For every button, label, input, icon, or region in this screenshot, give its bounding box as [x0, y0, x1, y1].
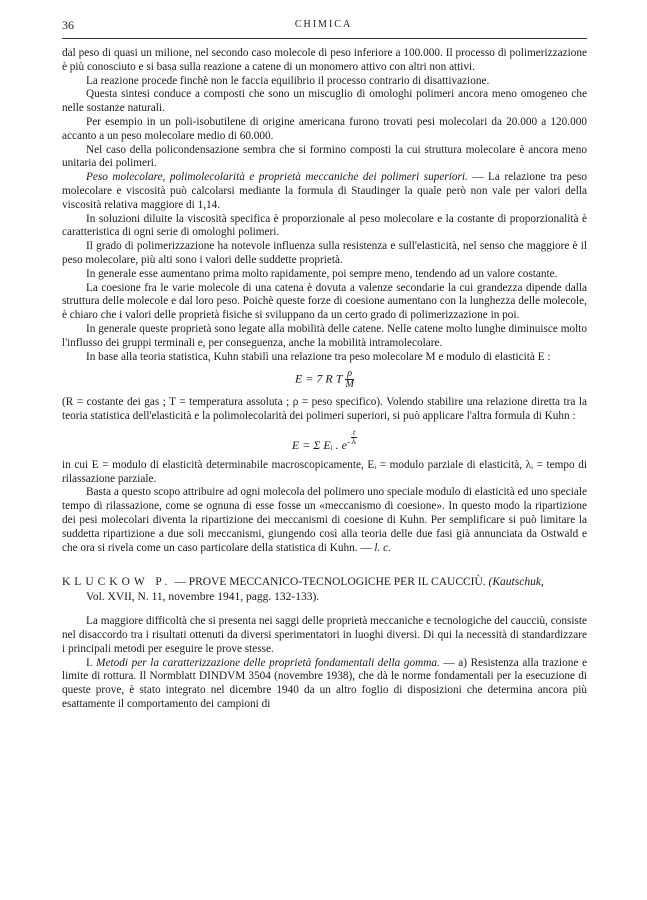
- article-heading: [62, 575, 587, 604]
- formula-kuhn-1: [62, 369, 587, 390]
- article-body-2: [62, 615, 587, 712]
- paragraph-text: Basta a questo scopo attribuire ad ogni molecola del polimero uno speciale modulo di elasticità ed uno speciale tempo di rilassazione, come se ognuna di esse fosse un «meccanismo di coesione». In questo modo la ripartizione dei pesi molecolari diventa la ripartizione dei meccanismi di coesione di Kuhn. Per semplificare si può limitare la suddetta ripartizione a due soli meccanismi, giungendo così alla teoria delle due fasi già annunciata da Ostwald e che ora si rivela come un caso particolare della statistica di Kuhn. —: [62, 486, 587, 554]
- formula-fraction: [345, 369, 354, 390]
- paragraph: [62, 171, 587, 212]
- formula-lhs: E = Σ Eᵢ . e: [291, 437, 347, 452]
- exponent-denominator: λᵢ: [351, 436, 357, 446]
- article-body: [62, 47, 587, 555]
- paragraph: Nel caso della policondensazione sembra che si formino composti la cui struttura molecolare è ancora meno unitaria dei polimeri.: [62, 143, 587, 170]
- formula-lhs: E = 7 R T: [294, 371, 343, 386]
- paragraph: dal peso di quasi un milione, nel secondo caso molecole di peso inferiore a 100.000. Il processo di polimerizzazione è più conosciuto e si basa sulla reazione a catene di un monomero attivo con altri non attivi.: [62, 47, 587, 73]
- paragraph: La coesione fra le varie molecole di una catena è dovuta a valenze secondarie la cui grandezza dipende dalla struttura delle molecole e dal loro peso. Poichè queste forze di coesione aumentano con la lunghezza delle molecole, è chiaro che i valori delle proprietà fisiche si sviluppano da un certo grado di polimerizzazione in poi.: [62, 281, 587, 322]
- running-title: CHIMICA: [294, 19, 353, 30]
- journal-name: (Kautschuk,: [488, 576, 544, 589]
- page-header: [62, 18, 587, 33]
- paragraph: (R = costante dei gas ; T = temperatura assoluta ; ρ = peso specifico). Volendo stabilire una relazione diretta tra la teoria statistica dell'elasticità e la polimolecolarità dei polimeri superiori, si può applicare l'altra formula di Kuhn :: [62, 396, 587, 423]
- paragraph: Questa sintesi conduce a composti che sono un miscuglio di omologhi polimeri ancora meno omogeneo che nelle sostanze naturali.: [62, 88, 587, 115]
- paragraph: [62, 657, 587, 712]
- header-rule: [62, 38, 587, 39]
- paragraph: Per esempio in un poli-isobutilene di origine americana furono trovati pesi molecolari da 20.000 a 120.000 accanto a un peso molecolare medio di 60.000.: [62, 115, 587, 142]
- author: KLUCKOW P.: [62, 576, 172, 589]
- signature: l. c.: [371, 541, 391, 554]
- paragraph: In base alla teoria statistica, Kuhn stabilì una relazione tra peso molecolare M e modulo di elasticità E :: [86, 350, 551, 363]
- list-marker: I.: [86, 656, 97, 669]
- section-title: Peso molecolare, polimolecolarità e proprietà meccaniche dei polimeri superiori.: [86, 171, 468, 184]
- fraction-denominator: M: [345, 379, 354, 391]
- article-title: — PROVE MECCANICO-TECNOLOGICHE PER IL CAUCCIÙ.: [171, 576, 489, 589]
- paragraph: in cui E = modulo di elasticità determinabile macroscopicamente, Eᵢ = modulo parziale di elasticità, λᵢ = tempo di rilassazione parziale.: [62, 458, 587, 485]
- paragraph: In soluzioni diluite la viscosità specifica è proporzionale al peso molecolare e la costante di proporzionalità è caratteristica di ogni serie di omologhi polimeri.: [62, 212, 587, 239]
- formula-exponent: [351, 429, 357, 446]
- paragraph: La maggiore difficoltà che si presenta nei saggi delle proprietà meccaniche e tecnologiche del caucciù, consiste nel disaccordo tra i risultati ottenuti da diversi sperimentatori in luoghi diversi. Di qui la necessità di standardizzare i principali metodi per eseguire le prove stesse.: [62, 615, 587, 655]
- fraction-numerator: ρ: [347, 368, 353, 380]
- paragraph: [62, 486, 587, 555]
- section-title: Metodi per la caratterizzazione delle proprietà fondamentali della gomma.: [96, 656, 440, 669]
- paragraph: In generale esse aumentano prima molto rapidamente, poi sempre meno, tendendo ad un valore costante.: [86, 267, 558, 280]
- paragraph-text: — a) Resistenza alla trazione e limite di rottura. Il Normblatt DINDVM 3504 (novembre 1938), che dà le norme fondamentali per la esecuzione di queste prove, è stato integrato nel dicembre 1940 da un altro foglio di disposizioni che determina ancora più esattamente il comportamento dei campioni di: [62, 656, 588, 711]
- citation: Vol. XVII, N. 11, novembre 1941, pagg. 132-133).: [86, 590, 320, 603]
- paragraph: La reazione procede finchè non le faccia equilibrio il processo contrario di disattivazione.: [86, 74, 490, 87]
- exponent-numerator: t: [352, 427, 356, 437]
- formula-kuhn-2: E = Σ Eᵢ . e– $\frac{t}{\text{λᵢ}}$: [291, 427, 357, 452]
- paragraph: In generale queste proprietà sono legate alla mobilità delle catene. Nelle catene molto lunghe diminuisce molto l'influsso dei gruppi terminali e, per conseguenza, anche la mobilità intramolecolare.: [62, 322, 587, 349]
- paragraph: Il grado di polimerizzazione ha notevole influenza sulla resistenza e sull'elasticità, nel senso che maggiore è il peso molecolare, più alti sono i valori delle suddette proprietà.: [62, 240, 587, 266]
- page-number: 36: [62, 18, 74, 32]
- paragraph-text: — La relazione tra peso molecolare e viscosità può calcolarsi mediante la formula di Staudinger la quale però non vale per valori della viscosità relativa maggiore di 1,14.: [62, 171, 588, 211]
